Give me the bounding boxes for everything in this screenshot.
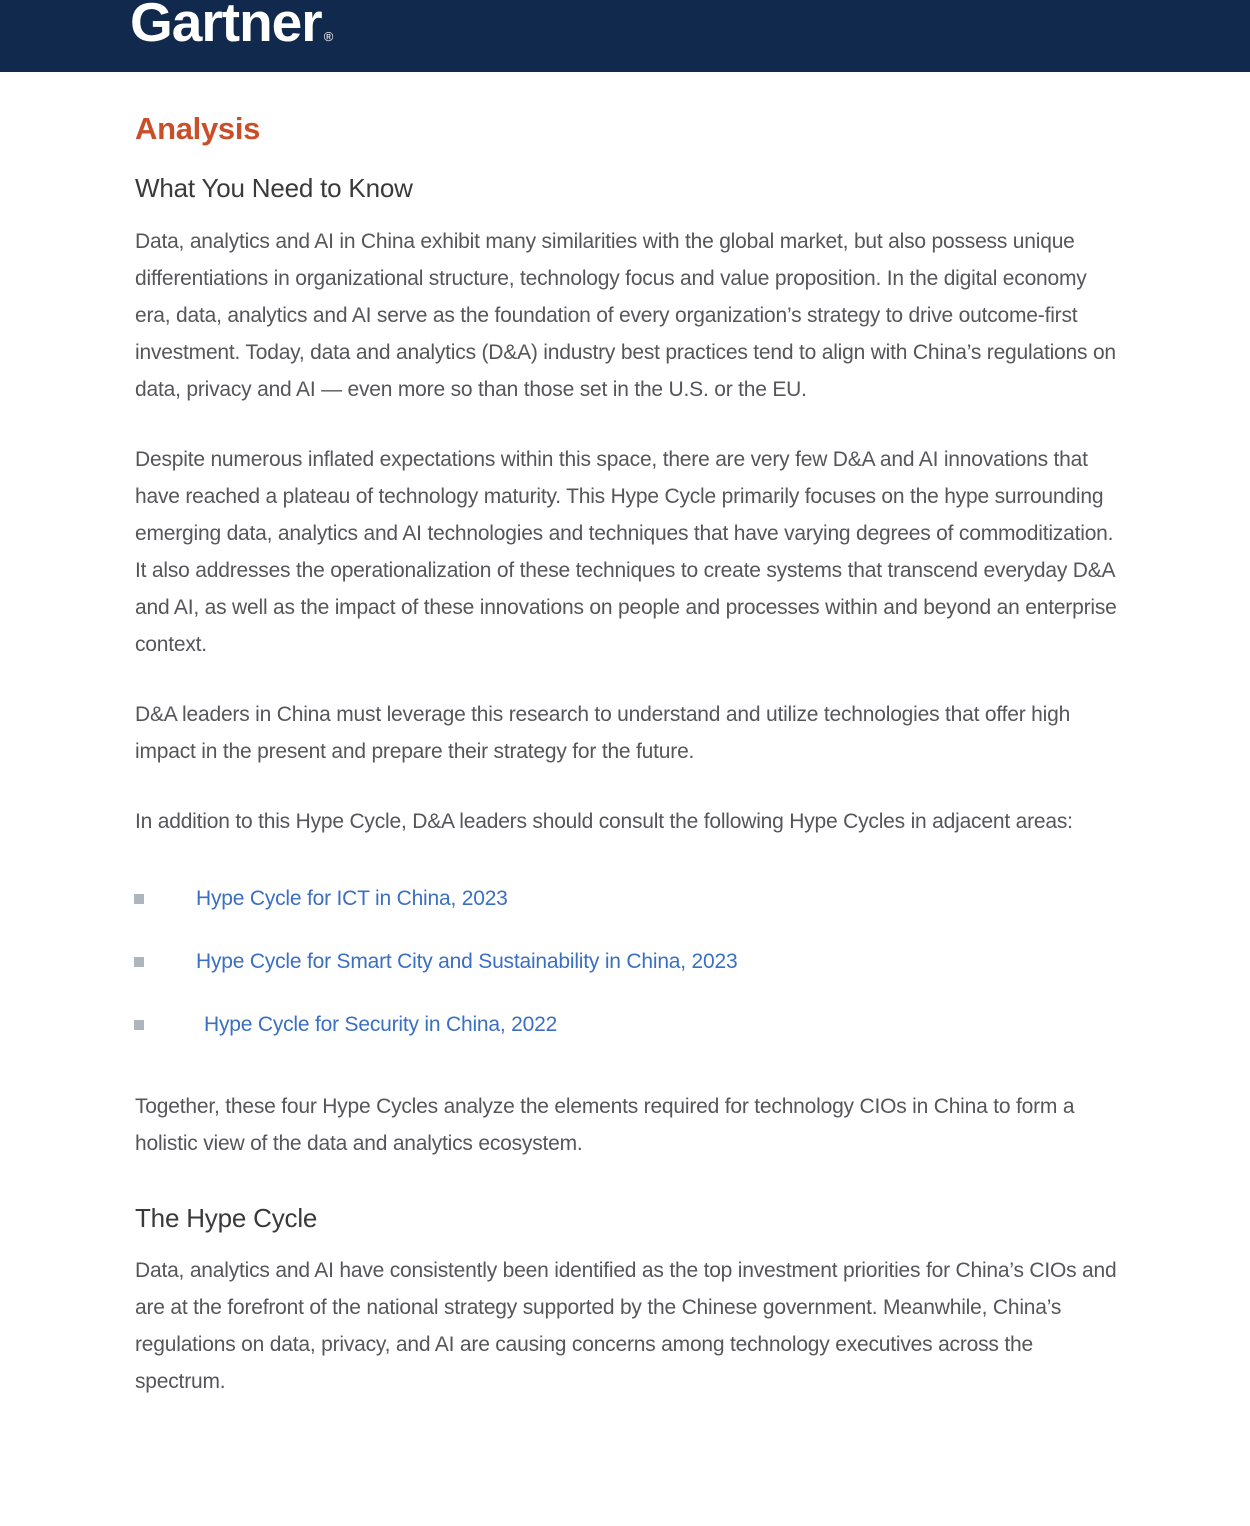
- paragraph-summary: Together, these four Hype Cycles analyze the elements required for technology CIOs in China to form a holistic view of the data and analytics ecosystem.: [135, 1095, 1075, 1155]
- section-title-analysis: Analysis: [135, 111, 261, 146]
- square-bullet-icon: [134, 1020, 144, 1030]
- list-item-hype-cycle-security: [135, 1012, 1125, 1037]
- subsection-title-the-hype-cycle: The Hype Cycle: [135, 1203, 318, 1233]
- square-bullet-icon: [134, 894, 144, 904]
- list-item-hype-cycle-smart-city: [135, 949, 1125, 974]
- registered-trademark-icon: ®: [323, 29, 334, 44]
- gartner-logo-text: Gartner: [130, 0, 322, 53]
- page-content: [0, 111, 1250, 1400]
- link-hype-cycle-security-china[interactable]: Hype Cycle for Security in China, 2022: [204, 1013, 558, 1036]
- gartner-logo: [130, 0, 334, 53]
- paragraph-intro: Data, analytics and AI in China exhibit many similarities with the global market, but also possess unique differentiations in organizational structure, technology focus and value proposition. In the digital economy era, data, analytics and AI serve as the foundation of every organization’s strategy to drive outcome-first investment. Today, data and analytics (D&A) industry best practices tend to align with China’s regulations on data, privacy and AI — even more so than those set in the U.S. or the EU.: [135, 230, 1116, 401]
- square-bullet-icon: [134, 957, 144, 967]
- paragraph-inflated-expectations: Despite numerous inflated expectations within this space, there are very few D&A and AI innovations that have reached a plateau of technology maturity. This Hype Cycle primarily focuses on the hype surrounding emerging data, analytics and AI technologies and techniques that have varying degrees of commoditization. It also addresses the operationalization of these techniques to create systems that transcend everyday D&A and AI, as well as the impact of these innovations on people and processes within and beyond an enterprise context.: [135, 448, 1117, 656]
- related-hype-cycles-list: [135, 886, 1125, 1037]
- paragraph-hype-cycle-intro: Data, analytics and AI have consistently been identified as the top investment priorities for China’s CIOs and are at the forefront of the national strategy supported by the Chinese government. Meanwhile, China’s regulations on data, privacy, and AI are causing concerns among technology executives across the spectrum.: [135, 1259, 1117, 1393]
- paragraph-da-leaders: D&A leaders in China must leverage this research to understand and utilize technologies that offer high impact in the present and prepare their strategy for the future.: [135, 703, 1071, 763]
- subsection-title-what-you-need-to-know: What You Need to Know: [135, 173, 413, 203]
- link-hype-cycle-smart-city-china[interactable]: Hype Cycle for Smart City and Sustainability in China, 2023: [196, 950, 738, 973]
- list-item-hype-cycle-ict: [135, 886, 1125, 911]
- top-banner: [0, 0, 1250, 72]
- paragraph-adjacent-areas: In addition to this Hype Cycle, D&A leaders should consult the following Hype Cycles in adjacent areas:: [135, 810, 1073, 833]
- link-hype-cycle-ict-china[interactable]: Hype Cycle for ICT in China, 2023: [196, 887, 508, 910]
